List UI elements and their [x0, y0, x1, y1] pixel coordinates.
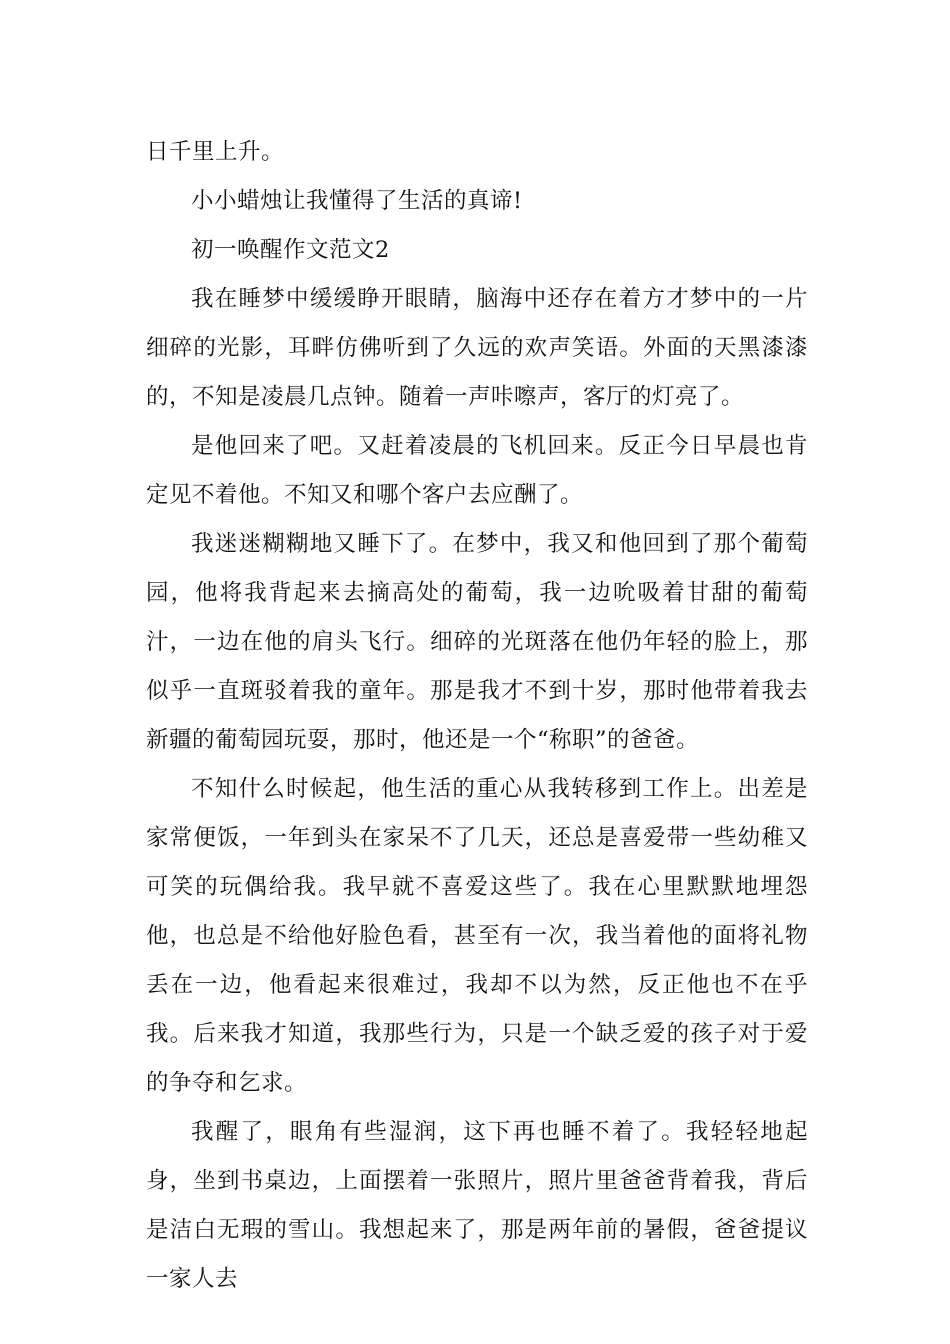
paragraph-work-focus: 不知什么时候起，他生活的重心从我转移到工作上。出差是家常便饭，一年到头在家呆不了几天，还总是喜爱带一些幼稚又可笑的玩偶给我。我早就不喜爱这些了。我在心里默默地埋怨他，也总是不给他好脸色看，甚至有一次，我当着他的面将礼物丢在一边，他看起来很难过，我却不以为然，反正他也不在乎我。后来我才知道，我那些行为，只是一个缺乏爱的孩子对于爱的争夺和乞求。	[146, 776, 808, 1096]
paragraph-continuation: 日千里上升。	[146, 139, 285, 165]
paragraph-waking: 我在睡梦中缓缓睁开眼睛，脑海中还存在着方才梦中的一片细碎的光影，耳畔仿佛听到了久远的欢声笑语。外面的天黑漆漆的，不知是凌晨几点钟。随着一声咔嚓声，客厅的灯亮了。	[146, 286, 808, 410]
paragraph-awake-photo: 我醒了，眼角有些湿润，这下再也睡不着了。我轻轻地起身，坐到书桌边，上面摆着一张照片，照片里爸爸背着我，背后是洁白无瑕的雪山。我想起来了，那是两年前的暑假，爸爸提议一家人去	[146, 1119, 808, 1292]
document-body	[146, 128, 808, 1304]
paragraph-candle-truth: 小小蜡烛让我懂得了生活的真谛!	[191, 188, 523, 214]
essay-title: 初一唤醒作文范文2	[191, 237, 390, 263]
paragraph-vineyard-dream: 我迷迷糊糊地又睡下了。在梦中，我又和他回到了那个葡萄园，他将我背起来去摘高处的葡萄，我一边吮吸着甘甜的葡萄汁，一边在他的肩头飞行。细碎的光斑落在他仍年轻的脸上，那似乎一直斑驳着我的童年。那是我才不到十岁，那时他带着我去新疆的葡萄园玩耍，那时，他还是一个“称职”的爸爸。	[146, 531, 808, 753]
paragraph-he-returned: 是他回来了吧。又赶着凌晨的飞机回来。反正今日早晨也肯定见不着他。不知又和哪个客户去应酬了。	[146, 433, 808, 508]
